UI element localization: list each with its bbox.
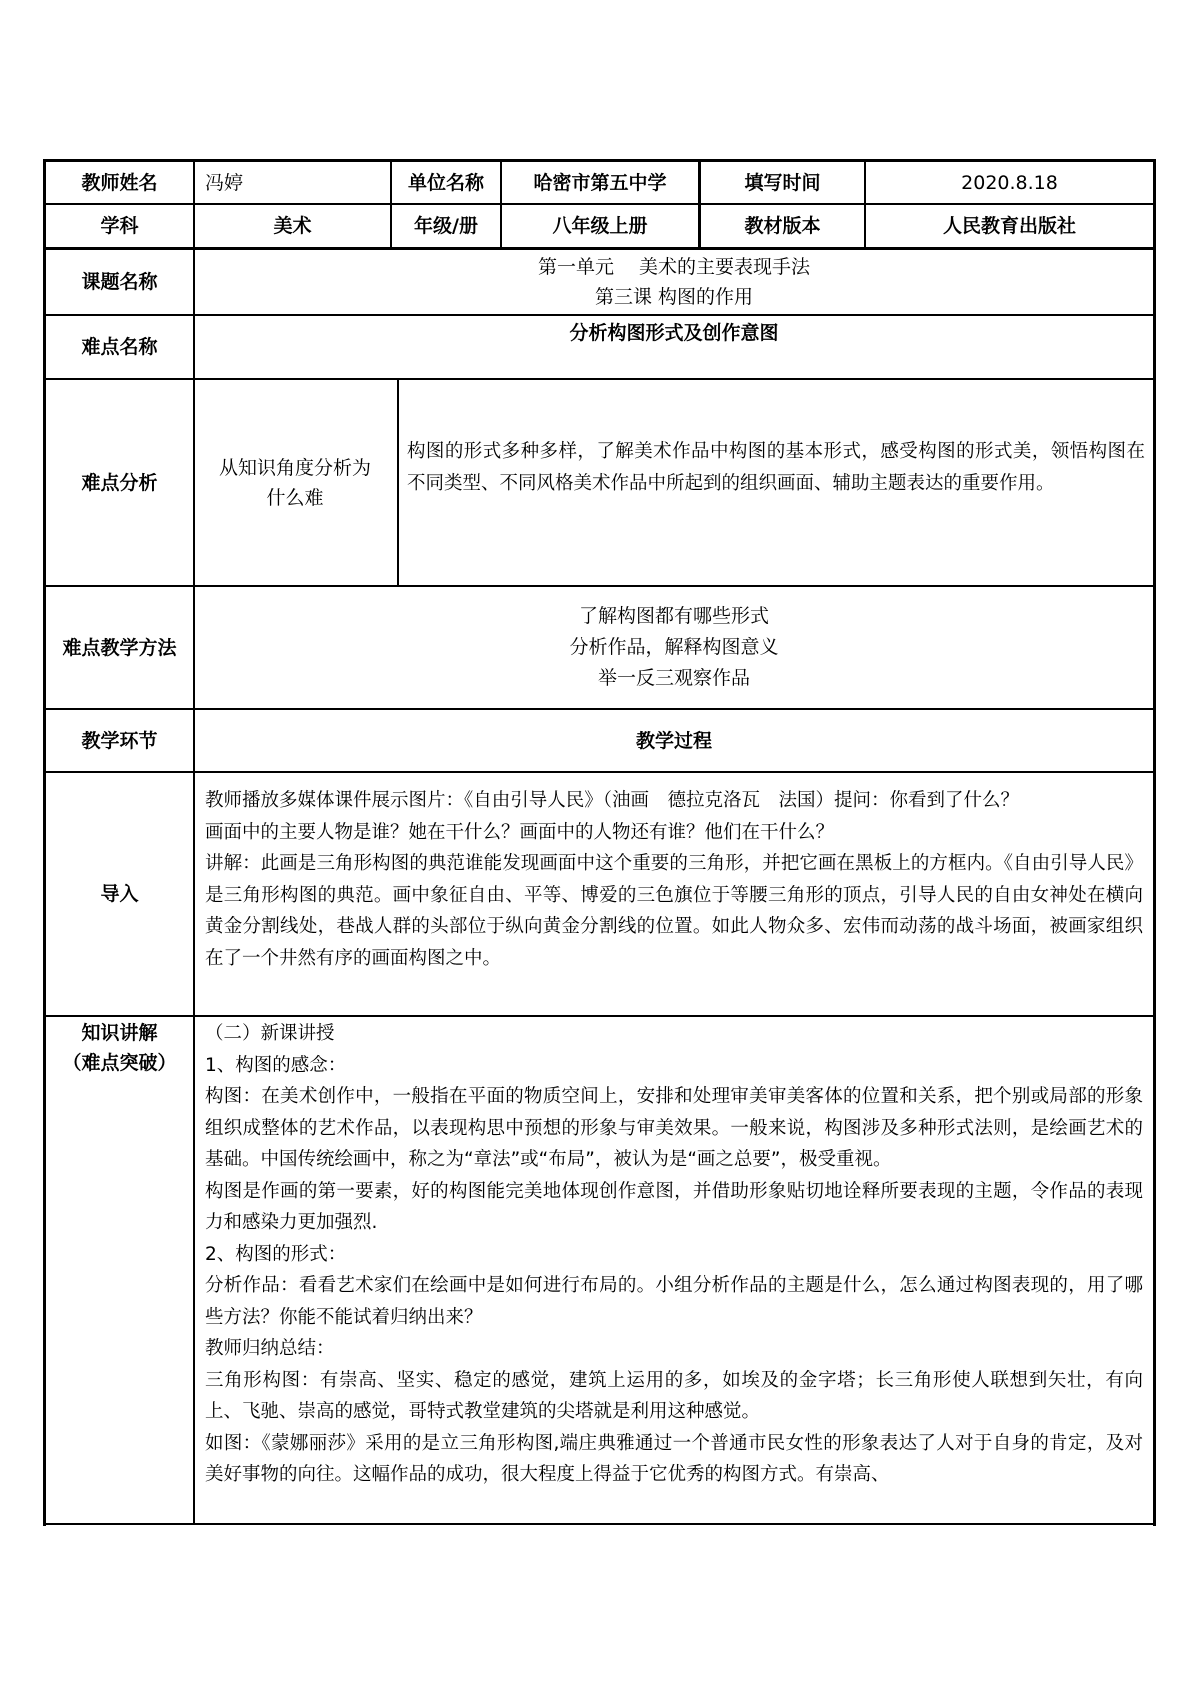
- method-line: 了解构图都有哪些形式: [578, 605, 769, 627]
- process-label: 教学环节: [81, 729, 158, 752]
- difficulty-value: 分析构图形式及创作意图: [569, 322, 779, 344]
- table-border: [43, 314, 1156, 316]
- teacher-label: 教师姓名: [81, 171, 158, 194]
- knowledge-label-line: 知识讲解: [81, 1022, 158, 1044]
- intro-paragraph: 教师播放多媒体课件展示图片：《自由引导人民》（油画 德拉克洛瓦 法国）提问：你看到了什么？: [205, 790, 1020, 811]
- grade-value: 八年级上册: [552, 215, 648, 237]
- intro-text: [205, 785, 1143, 974]
- unit-label: 单位名称: [407, 171, 484, 194]
- topic-lesson-line: 第三课 构图的作用: [594, 286, 754, 308]
- method-line: 举一反三观察作品: [597, 667, 750, 689]
- table-border: [43, 1523, 1156, 1525]
- topic-unit-line: 第一单元 美术的主要表现手法: [537, 256, 811, 278]
- table-border: [193, 159, 195, 1525]
- knowledge-paragraph: 如图：《蒙娜丽莎》采用的是立三角形构图,端庄典雅通过一个普通市民女性的形象表达了人对于自身的肯定，及对美好事物的向往。这幅作品的成功，很大程度上得益于它优秀的构图方式。有崇高、: [205, 1432, 1143, 1485]
- edition-value: 人民教育出版社: [942, 215, 1076, 237]
- intro-paragraph: 画面中的主要人物是谁？她在干什么？画面中的人物还有谁？他们在干什么？: [205, 821, 835, 843]
- method-line: 分析作品，解释构图意义: [569, 636, 779, 658]
- analysis-label: 难点分析: [81, 471, 158, 494]
- topic-value: [195, 250, 1153, 314]
- grade-label: 年级/册: [414, 215, 478, 237]
- knowledge-paragraph: 构图是作画的第一要素，好的构图能完美地体现创作意图，并借助形象贴切地诠释所要表现的主题，令作品的表现力和感染力更加强烈.: [205, 1180, 1143, 1233]
- knowledge-paragraph: 教师归纳总结：: [205, 1338, 335, 1359]
- knowledge-text: [205, 1018, 1143, 1491]
- knowledge-paragraph: 构图：在美术创作中，一般指在平面的物质空间上，安排和处理审美审美客体的位置和关系，把个别或局部的形象组织成整体的艺术作品，以表现构思中预想的形象与审美效果。一般来说，构图涉及多种形式法则，是绘画艺术的基础。中国传统绘画中，称之为“章法”或“布局”，被认为是“画之总要”，极受重视。: [205, 1086, 1143, 1170]
- analysis-sub-label: 从知识角度分析为什么难: [218, 456, 371, 509]
- edition-label: 教材版本: [744, 215, 821, 237]
- method-label: 难点教学方法: [62, 636, 177, 659]
- analysis-text: 构图的形式多种多样，了解美术作品中构图的基本形式，感受构图的形式美，领悟构图在不同类型、不同风格美术作品中所起到的组织画面、辅助主题表达的重要作用。: [407, 441, 1145, 494]
- knowledge-paragraph: 分析作品：看看艺术家们在绘画中是如何进行布局的。小组分析作品的主题是什么，怎么通过构图表现的，用了哪些方法？你能不能试着归纳出来？: [205, 1275, 1143, 1328]
- process-value: 教学过程: [635, 729, 712, 752]
- method-value: [195, 587, 1153, 708]
- teacher-name: 冯婷: [205, 171, 244, 194]
- intro-label: 导入: [100, 883, 139, 905]
- unit-name: 哈密市第五中学: [533, 171, 667, 194]
- table-border: [397, 378, 399, 586]
- topic-label: 课题名称: [81, 271, 158, 293]
- date-label: 填写时间: [744, 171, 821, 194]
- subject-value: 美术: [273, 215, 312, 237]
- knowledge-paragraph: 三角形构图：有崇高、坚实、稳定的感觉，建筑上运用的多，如埃及的金字塔；长三角形使人联想到矢壮，有向上、飞驰、崇高的感觉，哥特式教堂建筑的尖塔就是利用这种感觉。: [205, 1369, 1143, 1422]
- date-value: 2020.8.18: [961, 171, 1058, 194]
- difficulty-label: 难点名称: [81, 336, 158, 358]
- table-border: [1153, 159, 1156, 1526]
- knowledge-paragraph: （二）新课讲授: [205, 1023, 335, 1044]
- table-border: [43, 1015, 1156, 1017]
- subject-label: 学科: [100, 215, 139, 237]
- knowledge-label-line: （难点突破）: [62, 1052, 177, 1074]
- knowledge-paragraph: 1、构图的感念：: [205, 1054, 347, 1076]
- intro-paragraph: 讲解：此画是三角形构图的典范谁能发现画面中这个重要的三角形，并把它画在黑板上的方框内。《自由引导人民》是三角形构图的典范。画中象征自由、平等、博爱的三色旗位于等腰三角形的顶点，引导人民的自由女神处在横向黄金分割线处，巷战人群的头部位于纵向黄金分割线的位置。如此人物众多、宏伟而动荡的战斗场面，被画家组织在了一个井然有序的画面构图之中。: [205, 853, 1143, 969]
- knowledge-label: [46, 1017, 193, 1079]
- knowledge-paragraph: 2、构图的形式：: [205, 1243, 347, 1265]
- table-border: [43, 771, 1156, 773]
